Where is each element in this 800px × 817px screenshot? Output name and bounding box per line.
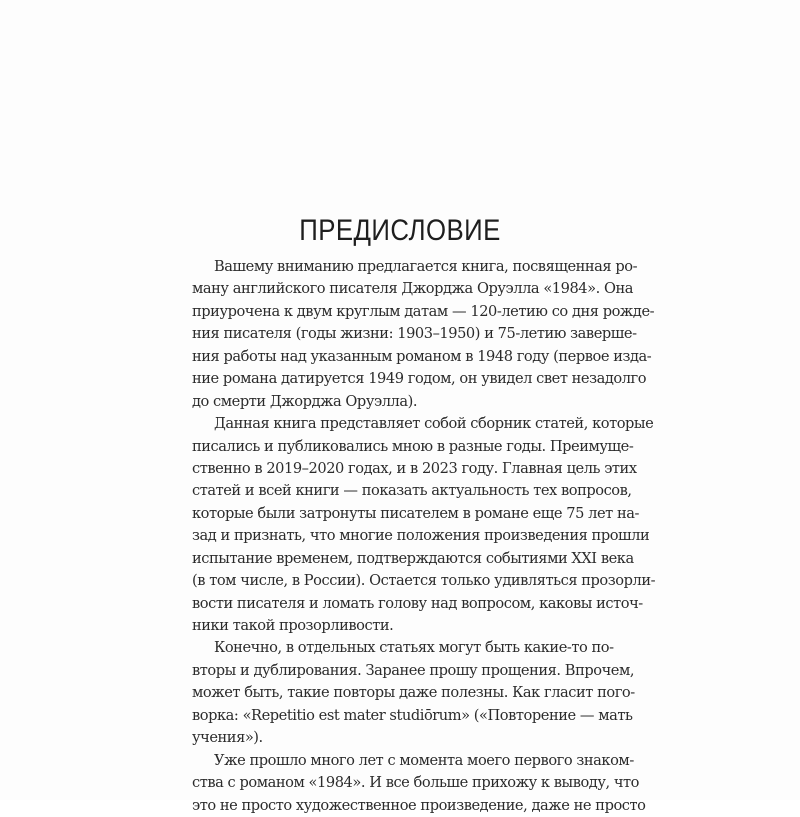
paragraph (192, 256, 655, 413)
page-title: ПРЕДИСЛОВИЕ (299, 214, 501, 248)
text-line: ние романа датируется 1949 годом, он увидел свет незадолго (192, 370, 647, 388)
text-line: испытание временем, подтверждаются событиями XXI века (192, 549, 634, 567)
paragraph (192, 750, 646, 817)
text-line: ственно в 2019–2020 годах, и в 2023 году. Главная цель этих (192, 459, 637, 477)
text-line: ния работы над указанным романом в 1948 году (первое изда- (192, 347, 652, 365)
text-line: Конечно, в отдельных статьях могут быть какие-то по- (214, 639, 614, 657)
text-line: учения»). (192, 729, 263, 747)
text-line: (в том числе, в России). Остается только удивляться прозорли- (192, 572, 656, 590)
text-line: Вашему вниманию предлагается книга, посвященная ро- (214, 258, 638, 275)
text-line: ники такой прозорливости. (192, 617, 394, 634)
text-line: может быть, такие повторы даже полезны. Как гласит пого- (192, 684, 635, 702)
text-line: до смерти Джорджа Оруэлла). (192, 392, 418, 410)
body-text (192, 256, 656, 817)
text-line: которые были затронуты писателем в романе еще 75 лет на- (192, 504, 639, 522)
text-line: ворка: «Repetitio est mater studiōrum» («Повторение — мать (192, 706, 633, 724)
text-line: Уже прошло много лет с момента моего первого знаком- (214, 751, 634, 769)
text-line: зад и признать, что многие положения произведения прошли (192, 527, 650, 545)
text-line: ства с романом «1984». И все больше прихожу к выводу, что (192, 774, 640, 792)
text-line: статей и всей книги — показать актуальность тех вопросов, (192, 482, 632, 500)
text-line: ману английского писателя Джорджа Оруэлла «1984». Она (192, 280, 634, 298)
text-line: писались и публиковались мною в разные годы. Преимуще- (192, 437, 634, 455)
text-line: Данная книга представляет собой сборник статей, которые (214, 415, 654, 433)
text-line: приурочена к двум круглым датам — 120-летию со дня рожде- (192, 302, 655, 320)
text-line: вости писателя и ломать голову над вопросом, каковы источ- (192, 594, 643, 612)
text-line: ния писателя (годы жизни: 1903–1950) и 75-летию заверше- (192, 325, 637, 343)
text-line: вторы и дублирования. Заранее прошу прощения. Впрочем, (192, 661, 635, 679)
text-line: это не просто художественное произведение, даже не просто (192, 796, 646, 814)
paragraph (192, 637, 635, 749)
paragraph (192, 413, 656, 637)
